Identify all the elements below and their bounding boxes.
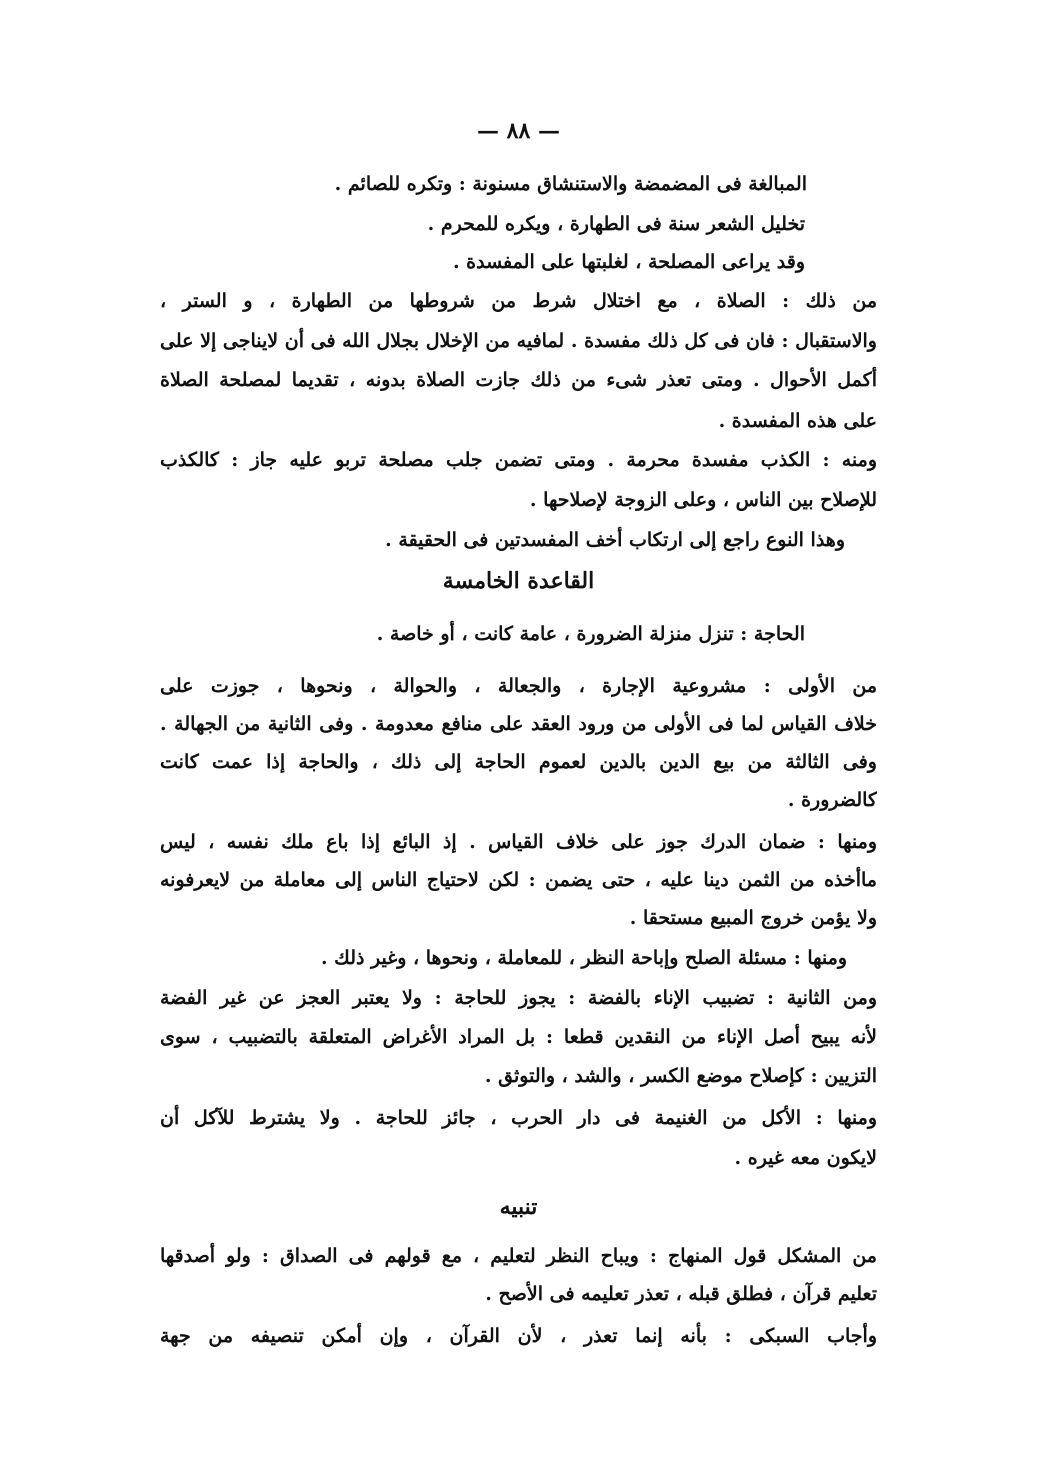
- section-heading: القاعدة الخامسة: [442, 568, 595, 594]
- text-line: خلاف القياس لما فى الأولى من ورود العقد على منافع معدومة . وفى الثانية من الجهالة .: [160, 713, 877, 735]
- page-number: — ٨٨ —: [477, 118, 560, 144]
- text-line: للإصلاح بين الناس ، وعلى الزوجة لإصلاحها .: [529, 489, 877, 511]
- text-line: وفى الثالثة من بيع الدين بالدين لعموم الحاجة إلى ذلك ، والحاجة إذا عمت كانت: [160, 751, 877, 773]
- text-line: ومنها : ضمان الدرك جوز على خلاف القياس . إذ البائع إذا باع ملك نفسه ، ليس: [160, 831, 877, 853]
- text-line: لايكون معه غيره .: [734, 1147, 877, 1169]
- text-line: وقد يراعى المصلحة ، لغلبتها على المفسدة .: [452, 251, 805, 273]
- text-line: المبالغة فى المضمضة والاستنشاق مسنونة : وتكره للصائم .: [334, 173, 807, 195]
- text-line: تعليم قرآن ، فطلق قبله ، تعذر تعليمه فى الأصح .: [485, 1283, 877, 1305]
- text-line: والاستقبال : فان فى كل ذلك مفسدة . لمافيه من الإخلال بجلال الله فى أن لايناجى إلا على: [160, 330, 877, 352]
- text-line: من ذلك : الصلاة ، مع اختلال شرط من شروطها من الطهارة ، و الستر ،: [160, 290, 877, 312]
- text-line: ومنها : مسئلة الصلح وإباحة النظر ، للمعاملة ، ونحوها ، وغير ذلك .: [320, 947, 847, 969]
- text-line: أكمل الأحوال . ومتى تعذر شىء من ذلك جازت الصلاة بدونه ، تقديما لمصلحة الصلاة: [160, 369, 877, 391]
- text-line: تخليل الشعر سنة فى الطهارة ، ويكره للمحرم .: [427, 213, 805, 235]
- text-line: ومنها : الأكل من الغنيمة فى دار الحرب ، جائز للحاجة . ولا يشترط للآكل أن: [160, 1107, 877, 1129]
- text-line: من المشكل قول المنهاج : ويباح النظر لتعليم ، مع قولهم فى الصداق : ولو أصدقها: [160, 1245, 877, 1267]
- text-line: ولا يؤمن خروج المبيع مستحقا .: [629, 907, 877, 929]
- text-line: كالضرورة .: [787, 789, 877, 811]
- text-line: وهذا النوع راجع إلى ارتكاب أخف المفسدتين فى الحقيقة .: [385, 529, 845, 551]
- text-line: على هذه المفسدة .: [718, 410, 877, 432]
- text-line: من الأولى : مشروعية الإجارة ، والجعالة ، والحوالة ، ونحوها ، جوزت على: [160, 675, 877, 697]
- text-line: ماأخذه من الثمن دينا عليه ، حتى يضمن : لكن لاحتياج الناس إلى معاملة من لايعرفونه: [160, 869, 877, 891]
- text-line: ومن الثانية : تضبيب الإناء بالفضة : يجوز للحاجة : ولا يعتبر العجز عن غير الفضة: [160, 987, 877, 1009]
- text-line: التزيين : كإصلاح موضع الكسر ، والشد ، والتوثق .: [484, 1065, 877, 1087]
- text-line: لأنه يبيح أصل الإناء من النقدين قطعا : بل المراد الأغراض المتعلقة بالتضبيب ، سوى: [160, 1026, 877, 1048]
- section-heading: تنبيه: [499, 1194, 538, 1220]
- text-line: ومنه : الكذب مفسدة محرمة . ومتى تضمن جلب مصلحة تربو عليه جاز : كالكذب: [160, 449, 877, 471]
- text-line: وأجاب السبكى : بأنه إنما تعذر ، لأن القرآن ، وإن أمكن تنصيفه من جهة: [160, 1325, 877, 1347]
- text-line: الحاجة : تنزل منزلة الضرورة ، عامة كانت ، أو خاصة .: [376, 623, 805, 645]
